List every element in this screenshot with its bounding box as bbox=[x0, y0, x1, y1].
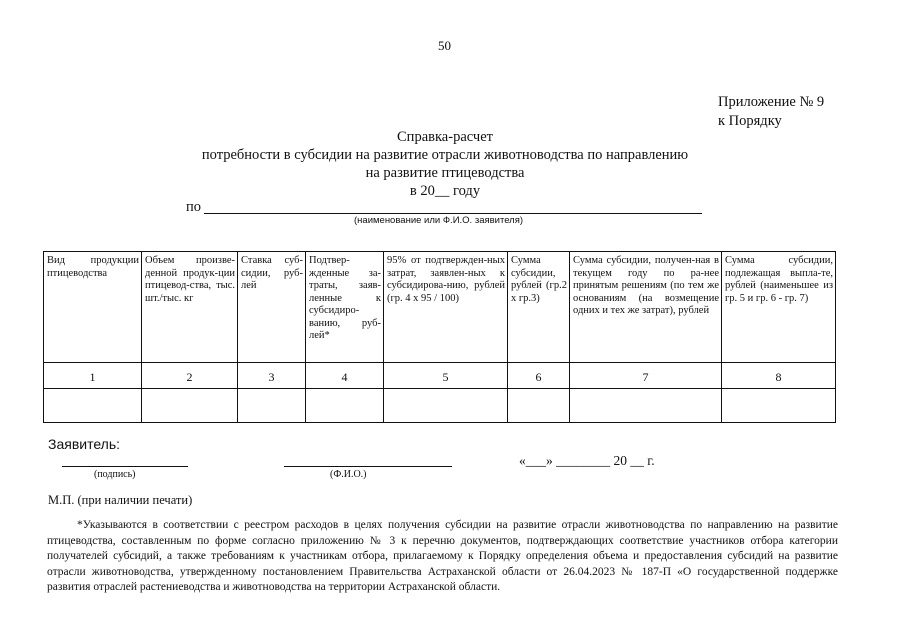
column-number: 5 bbox=[384, 363, 508, 389]
document-title bbox=[150, 128, 740, 200]
column-number: 2 bbox=[142, 363, 238, 389]
header-cell: 95% от подтвержден-ных затрат, заявлен-ных к субсидирова-нию, рублей (гр. 4 х 95 / 100) bbox=[384, 252, 508, 363]
title-line-3: на развитие птицеводства bbox=[365, 165, 525, 181]
data-cell[interactable] bbox=[570, 389, 722, 423]
table-header-row bbox=[44, 252, 836, 363]
appendix-order: к Порядку bbox=[718, 113, 782, 129]
data-cell[interactable] bbox=[722, 389, 836, 423]
header-cell: Сумма субсидии, подлежащая выпла-те, рублей (наименьшее из гр. 5 и гр. 6 - гр. 7) bbox=[722, 252, 836, 363]
applicant-name-field[interactable] bbox=[204, 213, 702, 214]
applicant-prefix: по bbox=[186, 199, 202, 215]
column-number: 7 bbox=[570, 363, 722, 389]
column-number: 8 bbox=[722, 363, 836, 389]
data-cell[interactable] bbox=[508, 389, 570, 423]
table-data-row bbox=[44, 389, 836, 423]
column-number: 1 bbox=[44, 363, 142, 389]
signature-field[interactable] bbox=[62, 466, 188, 467]
stamp-note: М.П. (при наличии печати) bbox=[48, 493, 193, 507]
applicant-label: Заявитель: bbox=[48, 436, 121, 452]
appendix-reference bbox=[718, 93, 824, 131]
header-cell: Сумма субсидии, получен-ная в текущем году по ра-нее принятым решениям (по тем же основаниям (на возмещение одних и тех же затрат), рублей bbox=[570, 252, 722, 363]
applicant-name-caption: (наименование или Ф.И.О. заявителя) bbox=[354, 215, 524, 226]
full-name-field[interactable] bbox=[284, 466, 452, 467]
title-line-4: в 20__ году bbox=[409, 183, 481, 199]
calculation-table bbox=[43, 251, 836, 423]
title-line-2: потребности в субсидии на развитие отрасли животноводства по направлению bbox=[201, 147, 689, 163]
page-number: 50 bbox=[438, 38, 451, 53]
signature-caption: (подпись) bbox=[94, 469, 136, 480]
header-cell: Сумма субсидии, рублей (гр.2 х гр.3) bbox=[508, 252, 570, 363]
date-field[interactable]: «___» ________ 20 __ г. bbox=[519, 453, 655, 468]
title-line-1: Справка-расчет bbox=[397, 129, 493, 145]
full-name-caption: (Ф.И.О.) bbox=[330, 469, 367, 480]
header-cell: Вид продукции птицеводства bbox=[44, 252, 142, 363]
appendix-number: Приложение № 9 bbox=[718, 94, 825, 110]
header-cell: Подтвер-жденные за-траты, заяв-ленные к субсидиро-ванию, руб-лей* bbox=[306, 252, 384, 363]
header-cell: Ставка суб-сидии, руб-лей bbox=[238, 252, 306, 363]
column-number: 6 bbox=[508, 363, 570, 389]
column-number: 3 bbox=[238, 363, 306, 389]
data-cell[interactable] bbox=[142, 389, 238, 423]
data-cell[interactable] bbox=[238, 389, 306, 423]
table-column-numbers-row bbox=[44, 363, 836, 389]
column-number: 4 bbox=[306, 363, 384, 389]
data-cell[interactable] bbox=[306, 389, 384, 423]
footnote: *Указываются в соответствии с реестром расходов в целях получения субсидии на развитие отрасли животноводства по направлению на развитие птицеводства, составленным по форме согласно приложению № 3 к перечню документов, подтверждающих соответствие участников отбора категории получателей субсидий, а также требованиям к участникам отбора, прилагаемому к Порядку определения объема и предоставления субсидий на развитие отрасли животноводства, утвержденному постановлением Правительства Астраханской области от 26.04.2023 № 187-П «О государственной поддержке развития отраслей растениеводства и животноводства на территории Астраханской области. bbox=[47, 519, 838, 594]
data-cell[interactable] bbox=[384, 389, 508, 423]
header-cell: Объем произве-денной продук-ции птицевод-ства, тыс. шт./тыс. кг bbox=[142, 252, 238, 363]
data-cell[interactable] bbox=[44, 389, 142, 423]
